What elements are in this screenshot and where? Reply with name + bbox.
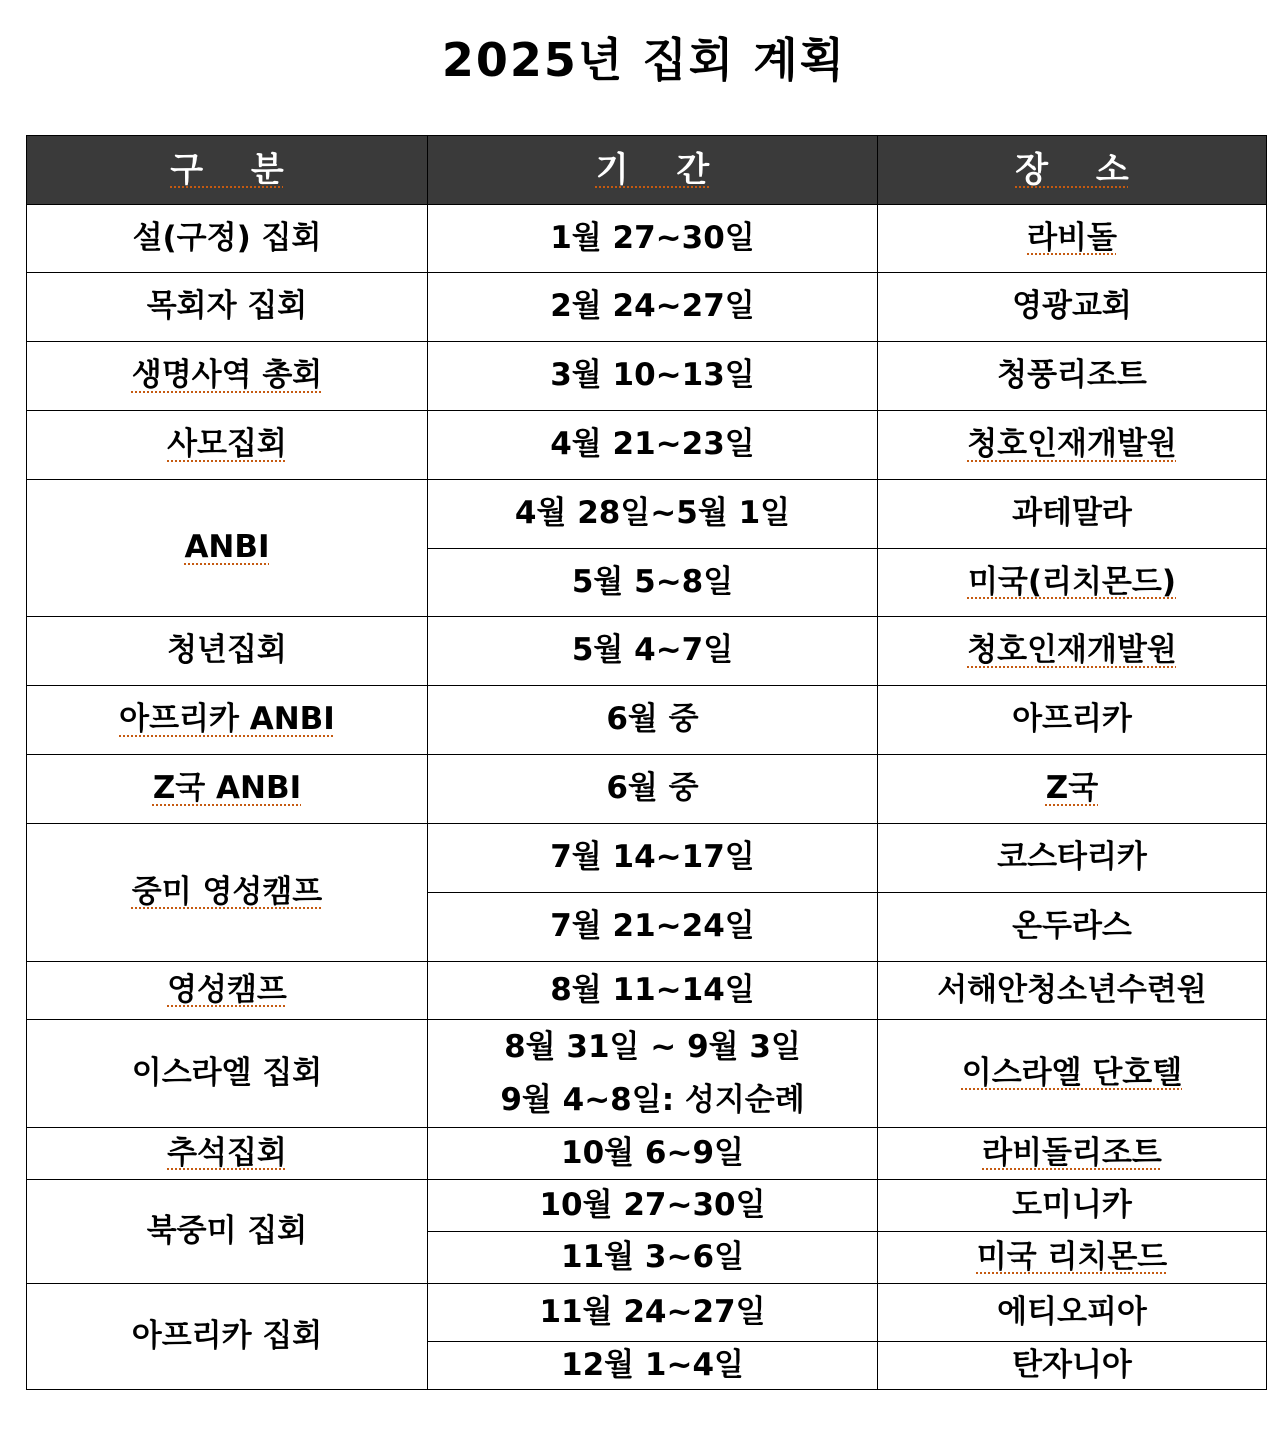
period-cell: 4월 21~23일	[428, 411, 878, 480]
location-cell: 미국 리치몬드	[878, 1232, 1267, 1284]
location-cell: 라비돌	[878, 205, 1267, 273]
period-cell: 1월 27~30일	[428, 205, 878, 273]
period-cell: 4월 28일~5월 1일	[428, 480, 878, 549]
location-cell: Z국	[878, 755, 1267, 824]
table-row	[27, 1020, 1267, 1128]
table-row	[27, 617, 1267, 686]
category-cell: ANBI	[27, 480, 428, 617]
period-cell: 8월 11~14일	[428, 962, 878, 1020]
table-row	[27, 205, 1267, 273]
header-period: 기 간	[428, 136, 878, 205]
category-cell: Z국 ANBI	[27, 755, 428, 824]
category-cell: 아프리카 ANBI	[27, 686, 428, 755]
category-cell: 청년집회	[27, 617, 428, 686]
location-cell: 코스타리카	[878, 824, 1267, 893]
category-cell: 사모집회	[27, 411, 428, 480]
location-cell: 이스라엘 단호텔	[878, 1020, 1267, 1128]
period-cell: 5월 4~7일	[428, 617, 878, 686]
period-cell: 3월 10~13일	[428, 342, 878, 411]
category-cell: 아프리카 집회	[27, 1284, 428, 1390]
table-row	[27, 962, 1267, 1020]
location-cell: 서해안청소년수련원	[878, 962, 1267, 1020]
location-cell: 영광교회	[878, 273, 1267, 342]
location-cell: 탄자니아	[878, 1342, 1267, 1390]
period-cell: 10월 6~9일	[428, 1128, 878, 1180]
location-cell: 에티오피아	[878, 1284, 1267, 1342]
period-line: 8월 31일 ~ 9월 3일	[504, 1028, 801, 1065]
period-cell: 11월 3~6일	[428, 1232, 878, 1284]
location-cell: 청호인재개발원	[878, 411, 1267, 480]
schedule-table	[26, 135, 1267, 1390]
table-row	[27, 824, 1267, 893]
period-cell: 6월 중	[428, 686, 878, 755]
location-cell: 청호인재개발원	[878, 617, 1267, 686]
period-cell: 6월 중	[428, 755, 878, 824]
table-row	[27, 411, 1267, 480]
table-row	[27, 1180, 1267, 1232]
period-cell: 7월 21~24일	[428, 893, 878, 962]
period-cell: 5월 5~8일	[428, 549, 878, 617]
location-cell: 미국(리치몬드)	[878, 549, 1267, 617]
location-cell: 도미니카	[878, 1180, 1267, 1232]
table-row	[27, 1128, 1267, 1180]
table-header-row	[27, 136, 1267, 205]
category-cell: 북중미 집회	[27, 1180, 428, 1284]
period-cell: 12월 1~4일	[428, 1342, 878, 1390]
period-line: 9월 4~8일: 성지순례	[500, 1081, 805, 1118]
period-cell: 7월 14~17일	[428, 824, 878, 893]
table-row	[27, 342, 1267, 411]
location-cell: 온두라스	[878, 893, 1267, 962]
table-row	[27, 273, 1267, 342]
period-cell: 10월 27~30일	[428, 1180, 878, 1232]
header-category: 구 분	[27, 136, 428, 205]
category-cell: 설(구정) 집회	[27, 205, 428, 273]
table-row	[27, 480, 1267, 549]
table-row	[27, 686, 1267, 755]
category-cell: 영성캠프	[27, 962, 428, 1020]
location-cell: 라비돌리조트	[878, 1128, 1267, 1180]
location-cell: 청풍리조트	[878, 342, 1267, 411]
period-cell: 2월 24~27일	[428, 273, 878, 342]
category-cell: 중미 영성캠프	[27, 824, 428, 962]
category-cell: 이스라엘 집회	[27, 1020, 428, 1128]
header-location: 장 소	[878, 136, 1267, 205]
table-row	[27, 755, 1267, 824]
period-cell	[428, 1020, 878, 1128]
page-title: 2025년 집회 계획	[441, 33, 847, 87]
period-cell: 11월 24~27일	[428, 1284, 878, 1342]
category-cell: 목회자 집회	[27, 273, 428, 342]
category-cell: 추석집회	[27, 1128, 428, 1180]
table-row	[27, 1284, 1267, 1342]
category-cell: 생명사역 총회	[27, 342, 428, 411]
location-cell: 아프리카	[878, 686, 1267, 755]
location-cell: 과테말라	[878, 480, 1267, 549]
